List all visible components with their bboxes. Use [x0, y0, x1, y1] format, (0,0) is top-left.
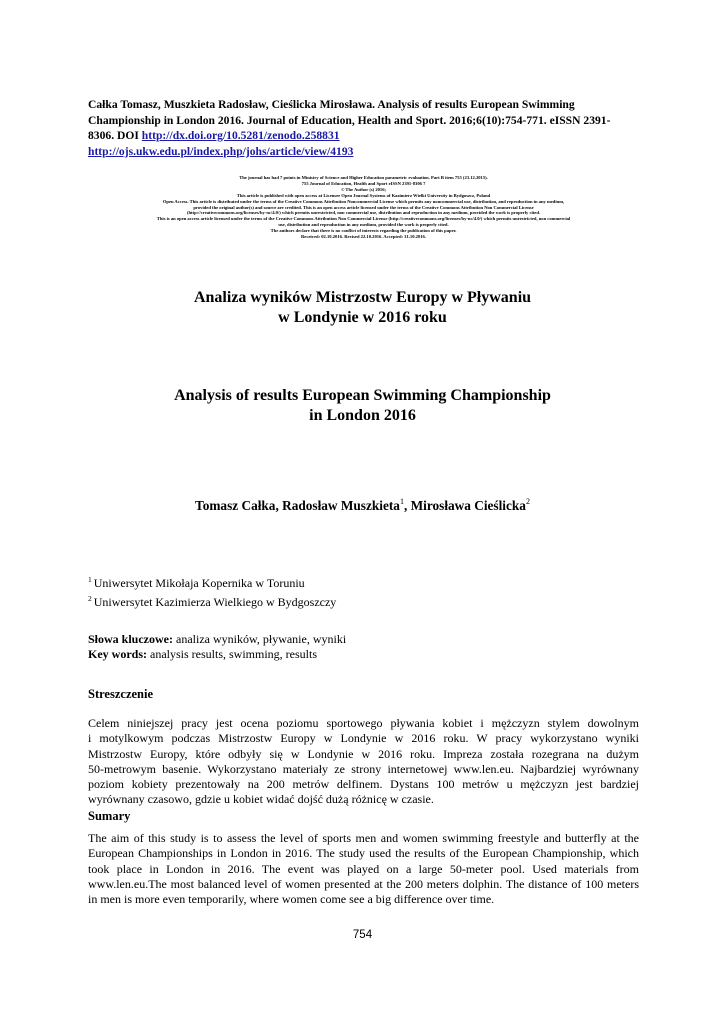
author-names: , Mirosława Cieślicka	[403, 498, 526, 513]
abstract-line: wyrównany czasowo, gdzie u kobiet widać dojść dużą różnicę w czasie.	[88, 792, 434, 807]
author-names: Tomasz Całka, Radosław Muszkieta	[195, 498, 400, 513]
abstract-line: poziom kobiety prezentowały na 200 metrów delfinem. Dystans 100 metrów u mężczyzn jest bardziej	[88, 777, 639, 792]
affiliation-number: 2	[88, 594, 92, 603]
citation-doi-prefix: 8306. DOI	[88, 129, 142, 142]
license-fine-print	[86, 175, 641, 240]
fine-print-line: This is an open access article licensed under the terms of the Creative Commons Attribution Non Commercial License (http://creativecommons.org/licenses/by-nc/4.0/) which permits unrestricted, non commercial	[156, 216, 571, 222]
title-english	[60, 386, 665, 426]
title-line: in London 2016	[309, 407, 416, 424]
fine-print-line: use, distribution and reproduction in any medium, provided the work is properly cited.	[278, 222, 449, 228]
abstract-line: www.len.eu.The most balanced level of women presented at the 200 meters dolphin. The distance of 100 meters	[88, 876, 639, 891]
fine-print-line: (http://creativecommons.org/licenses/by-nc/4.0/) which permits unrestricted, non commercial use, distribution and reproduction in any medium, provided the work is properly cited.	[186, 210, 541, 216]
affiliation-number: 1	[88, 575, 92, 584]
title-polish	[60, 288, 665, 328]
affiliation-marker: 1	[399, 497, 404, 506]
title-line: Analysis of results European Swimming Championship	[174, 387, 551, 404]
abstract-line: took place in London in 2016. The event was played on a large 50-meter pool. Used materials from	[88, 861, 639, 876]
citation-line	[88, 128, 639, 144]
keywords-polish	[88, 632, 648, 647]
citation-block	[88, 97, 639, 159]
keywords-english	[88, 647, 648, 662]
fine-print-line: Open Access. This article is distributed under the terms of the Creative Commons Attribution Noncommercial License which permits any noncommercial use, distribution, and reproduction in any medium,	[162, 198, 565, 204]
fine-print-line: provided the original author(s) and source are credited. This is an open access article licensed under the terms of the Creative Commons Attribution Non Commercial License	[193, 204, 534, 210]
abstract-line: Celem niniejszej pracy jest ocena poziomu sportowego pływania kobiet i mężczyzn stylem dowolnym	[88, 716, 639, 730]
doi-link[interactable]: http://dx.doi.org/10.5281/zenodo.258831	[141, 129, 340, 142]
citation-line: Całka Tomasz, Muszkieta Radosław, Cieślicka Mirosława. Analysis of results European Swimming	[88, 98, 575, 111]
ojs-link[interactable]: http://ojs.ukw.edu.pl/index.php/johs/article/view/4193	[88, 144, 354, 158]
keywords-label: Słowa kluczowe:	[88, 632, 173, 646]
affiliations	[88, 572, 648, 610]
fine-print-line: The authors declare that there is no conflict of interests regarding the publication of this paper.	[270, 228, 457, 234]
fine-print-line: The journal has had 7 points in Ministry of Science and Higher Education parametric evaluation. Part B item 755 (23.12.2015).	[239, 175, 488, 180]
abstract-line: The aim of this study is to assess the level of sports men and women swimming freestyle and butterfly at the	[88, 831, 639, 845]
abstract-english	[88, 831, 639, 907]
citation-line	[88, 144, 639, 160]
abstract-line: European Championships in London in 2016. The study used the results of the European Championship, which	[88, 846, 639, 861]
keywords-text: analysis results, swimming, results	[147, 647, 317, 661]
keywords	[88, 632, 648, 662]
fine-print-line: 755 Journal of Education, Health and Sport eISSN 2391-8306 7	[301, 180, 426, 186]
page-number: 754	[352, 929, 373, 941]
affiliation-marker: 2	[525, 497, 530, 506]
authors	[60, 497, 665, 514]
affiliation-item	[88, 591, 648, 610]
affiliation-text: Uniwersytet Mikołaja Kopernika w Toruniu	[93, 576, 305, 590]
title-line: w Londynie w 2016 roku	[278, 309, 447, 326]
citation-line: Championship in London 2016. Journal of Education, Health and Sport. 2016;6(10):754-771. eISSN 2391-	[88, 113, 611, 127]
abstract-line: i motylkowym podczas Mistrzostw Europy w Londynie w 2016 roku. W pracy wykorzystano wyniki	[88, 731, 639, 746]
affiliation-item	[88, 572, 648, 591]
abstract-line: Mistrzostw Europy, które odbyły się w Londynie w 2016 roku. Impreza została rozegrana na dużym	[88, 746, 639, 761]
fine-print-line: This article is published with open access at Licensee Open Journal Systems of Kazimierz Wielki University in Bydgoszcz, Poland	[236, 192, 491, 198]
keywords-label: Key words:	[88, 647, 147, 661]
abstract-english-heading: Sumary	[88, 809, 131, 823]
title-line: Analiza wyników Mistrzostw Europy w Pływaniu	[193, 289, 532, 306]
abstract-polish	[88, 716, 639, 808]
keywords-text: analiza wyników, pływanie, wyniki	[173, 632, 347, 646]
fine-print-line: Received: 02.10.2016. Revised 22.10.2016. Accepted: 31.10.2016.	[300, 234, 427, 240]
fine-print-line: © The Author (s) 2016;	[340, 186, 387, 192]
abstract-polish-heading: Streszczenie	[88, 687, 154, 701]
abstract-line: 50-metrowym basenie. Wykorzystano materiały ze strony internetowej www.len.eu. Najbardziej wyrównany	[88, 761, 639, 776]
abstract-line: in men is more even temporarily, where women come see a big difference over time.	[88, 892, 495, 907]
affiliation-text: Uniwersytet Kazimierza Wielkiego w Bydgoszczy	[93, 595, 337, 609]
